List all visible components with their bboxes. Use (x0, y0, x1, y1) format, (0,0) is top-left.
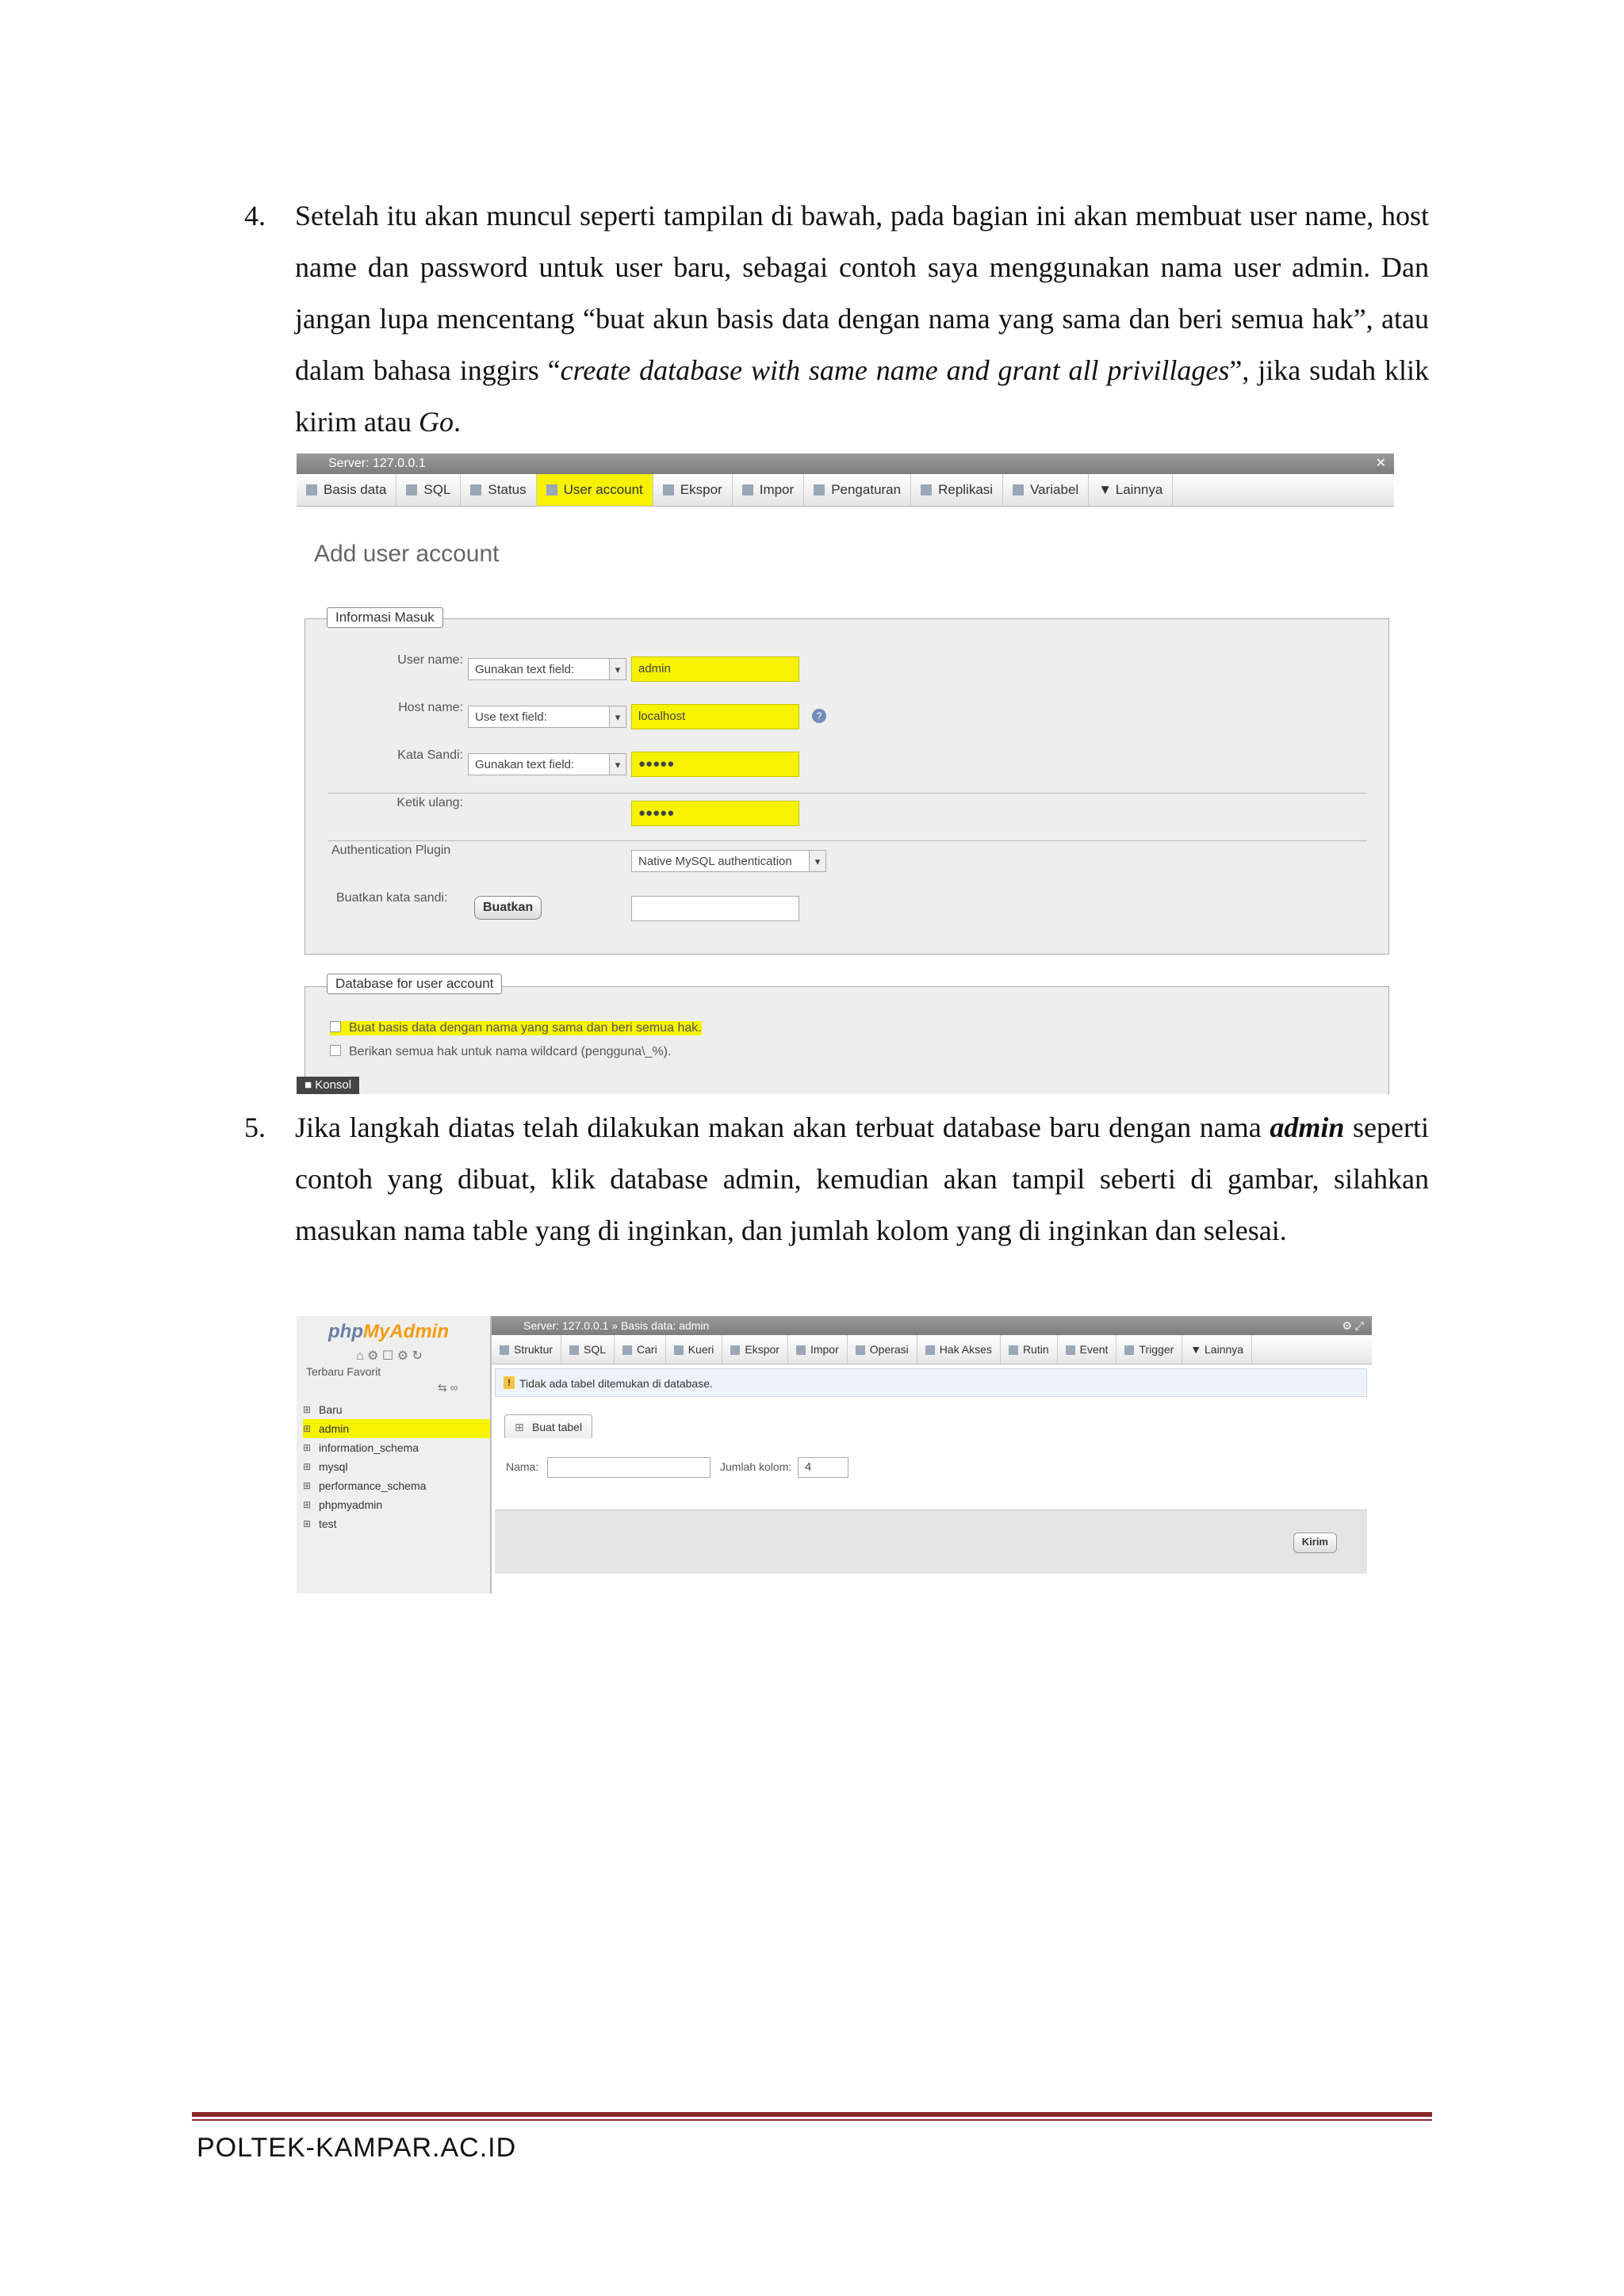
tab-search[interactable]: Cari (615, 1335, 666, 1364)
create-table-fieldset-label: ⊞ Buat tabel (504, 1414, 592, 1440)
generated-password-input[interactable] (631, 896, 799, 921)
step-number: 4. (244, 200, 266, 232)
retype-label: Ketik ulang: (396, 796, 463, 809)
replication-icon (921, 484, 932, 496)
import-icon (742, 484, 753, 496)
tab-bar (297, 474, 1394, 507)
auth-plugin-label: Authentication Plugin (331, 844, 451, 857)
status-icon (470, 484, 481, 496)
close-icon[interactable]: ✕ (1375, 457, 1386, 470)
window-title: Server: 127.0.0.1 » Basis data: admin (523, 1319, 710, 1332)
tab-import[interactable]: Impor (733, 474, 804, 506)
create-table-screenshot (297, 1316, 1372, 1594)
divider (328, 840, 1367, 841)
export-icon (663, 484, 674, 496)
auth-plugin-select[interactable]: Native MySQL authentication ▾ (631, 850, 826, 872)
tab-more[interactable]: ▼ Lainnya (1182, 1335, 1252, 1364)
tab-query[interactable]: Kueri (666, 1335, 723, 1364)
generate-password-button[interactable]: Buatkan (474, 896, 542, 920)
user-name-label: User name: (397, 653, 463, 667)
tab-export[interactable]: Ekspor (722, 1335, 788, 1364)
tab-export[interactable]: Ekspor (653, 474, 733, 506)
step-number: 5. (244, 1112, 266, 1143)
tab-variables[interactable]: Variabel (1003, 474, 1089, 506)
tab-sql[interactable]: SQL (561, 1335, 615, 1364)
table-name-label: Nama: (506, 1460, 539, 1473)
database-icon (306, 484, 317, 496)
console-bar[interactable]: ■ Konsol (297, 1077, 359, 1094)
no-tables-notice: ! Tidak ada tabel ditemukan di database. (495, 1368, 1367, 1397)
step-4 (244, 190, 1429, 448)
tab-structure[interactable]: Struktur (492, 1335, 561, 1364)
tab-routines[interactable]: Rutin (1001, 1335, 1058, 1364)
clock-icon (1066, 1345, 1075, 1355)
host-name-type-select[interactable]: Use text field: ▾ (468, 706, 626, 728)
user-name-input[interactable]: admin (631, 656, 799, 682)
tab-triggers[interactable]: Trigger (1116, 1335, 1182, 1364)
create-db-same-name-option[interactable]: Buat basis data dengan nama yang sama dan beri semua hak. (330, 1021, 702, 1035)
step-text: Jika langkah diatas telah dilakukan makan akan terbuat database baru dengan nama admin seperti contoh yang dibuat, klik database admin, kemudian akan tampil seberti di gambar, silahkan masukan nama table yang di inginkan, dan jumlah kolom yang di inginkan dan selesai. (295, 1112, 1430, 1246)
footer-text: POLTEK-KAMPAR.AC.ID (197, 2133, 517, 2163)
recent-favorites[interactable]: Terbaru Favorit (306, 1365, 381, 1378)
tab-bar (492, 1335, 1372, 1364)
tree-item-performance-schema[interactable]: ⊞ performance_schema (303, 1476, 490, 1495)
play-icon (1013, 484, 1024, 496)
home-icon[interactable]: ⌂ ⚙ ☐ ⚙ ↻ (356, 1349, 423, 1363)
trigger-icon (1124, 1345, 1134, 1355)
sql-icon (569, 1345, 579, 1355)
generate-password-label: Buatkan kata sandi: (336, 891, 448, 905)
tab-settings[interactable]: Pengaturan (804, 474, 911, 506)
tab-events[interactable]: Event (1058, 1335, 1117, 1364)
import-icon (796, 1345, 806, 1355)
password-input[interactable]: ●●●●● (631, 752, 799, 777)
footer-rule-thin (192, 2119, 1432, 2121)
tree-item-phpmyadmin[interactable]: ⊞ phpmyadmin (303, 1495, 490, 1514)
go-button[interactable]: Kirim (1293, 1533, 1337, 1553)
form-footer (495, 1510, 1367, 1574)
navigation-panel (297, 1316, 492, 1594)
footer-rule (192, 2112, 1432, 2117)
wrench-icon (856, 1345, 865, 1355)
chevron-down-icon: ▼ (1190, 1343, 1205, 1356)
tree-item-mysql[interactable]: ⊞ mysql (303, 1457, 490, 1476)
sql-icon (406, 484, 417, 496)
main-panel (492, 1316, 1372, 1594)
routines-icon (1009, 1345, 1018, 1355)
tree-item-test[interactable]: ⊞ test (303, 1514, 490, 1533)
page-title: Add user account (314, 541, 500, 567)
query-icon (674, 1345, 684, 1355)
tree-item-admin[interactable]: ⊞ admin (303, 1419, 490, 1438)
step-5 (244, 1102, 1429, 1257)
tree-item-information-schema[interactable]: ⊞ information_schema (303, 1438, 490, 1457)
help-icon[interactable]: ? (812, 709, 826, 723)
host-name-label: Host name: (398, 701, 463, 714)
user-name-type-select[interactable]: Gunakan text field: ▾ (468, 658, 626, 680)
tab-operations[interactable]: Operasi (848, 1335, 917, 1364)
tab-sql[interactable]: SQL (396, 474, 461, 506)
retype-password-input[interactable]: ●●●●● (631, 801, 799, 826)
tab-status[interactable]: Status (461, 474, 536, 506)
tab-databases[interactable]: Basis data (297, 474, 396, 506)
column-count-stepper[interactable]: 4 (798, 1457, 848, 1478)
tab-more[interactable]: ▼ Lainnya (1089, 474, 1173, 506)
checkbox[interactable] (330, 1045, 341, 1056)
tree-item-new[interactable]: ⊞ Baru (303, 1400, 490, 1419)
add-user-screenshot (297, 453, 1394, 1094)
console-icon: ■ (304, 1078, 316, 1092)
wrench-icon (814, 484, 825, 496)
column-count-label: Jumlah kolom: (720, 1460, 792, 1473)
tab-user-accounts[interactable]: User account (537, 474, 653, 506)
login-info-legend: Informasi Masuk (327, 607, 443, 628)
search-icon (622, 1345, 632, 1355)
users-icon (546, 484, 557, 496)
window-title: Server: 127.0.0.1 (328, 457, 426, 470)
export-icon (730, 1345, 740, 1355)
tab-privileges[interactable]: Hak Akses (917, 1335, 1001, 1364)
database-legend: Database for user account (327, 974, 502, 994)
checkbox[interactable] (330, 1021, 341, 1032)
phpmyadmin-logo: phpMyAdmin (328, 1321, 449, 1342)
password-label: Kata Sandi: (397, 748, 463, 762)
window-titlebar (492, 1316, 1372, 1335)
password-type-select[interactable]: Gunakan text field: ▾ (468, 753, 626, 775)
table-name-input[interactable] (547, 1457, 710, 1478)
step-text: Setelah itu akan muncul seperti tampilan di bawah, pada bagian ini akan membuat user name, host name dan password untuk user baru, sebagai contoh saya menggunakan nama user admin. Dan jangan lupa mencentang “buat akun basis data dengan nama yang sama dan beri semua hak”, atau dalam bahasa inggirs “create database with same name and grant all privillages”, jika sudah klik kirim atau Go. (295, 200, 1430, 438)
gear-icon[interactable]: ⚙ ⤢ (1342, 1319, 1364, 1332)
database-tree (303, 1400, 490, 1533)
users-icon (925, 1345, 935, 1355)
divider (328, 793, 1367, 794)
collapse-icon[interactable]: ⇆ ∞ (438, 1381, 458, 1394)
create-table-form (495, 1438, 1367, 1502)
chevron-down-icon: ▼ (1098, 482, 1116, 497)
database-fieldset (304, 986, 1389, 1094)
window-titlebar (297, 453, 1394, 474)
grant-wildcard-option[interactable]: Berikan semua hak untuk nama wildcard (pengguna\_%). (330, 1045, 671, 1059)
tab-replication[interactable]: Replikasi (911, 474, 1003, 506)
host-name-input[interactable]: localhost (631, 704, 799, 729)
tab-import[interactable]: Impor (788, 1335, 848, 1364)
structure-icon (500, 1345, 509, 1355)
